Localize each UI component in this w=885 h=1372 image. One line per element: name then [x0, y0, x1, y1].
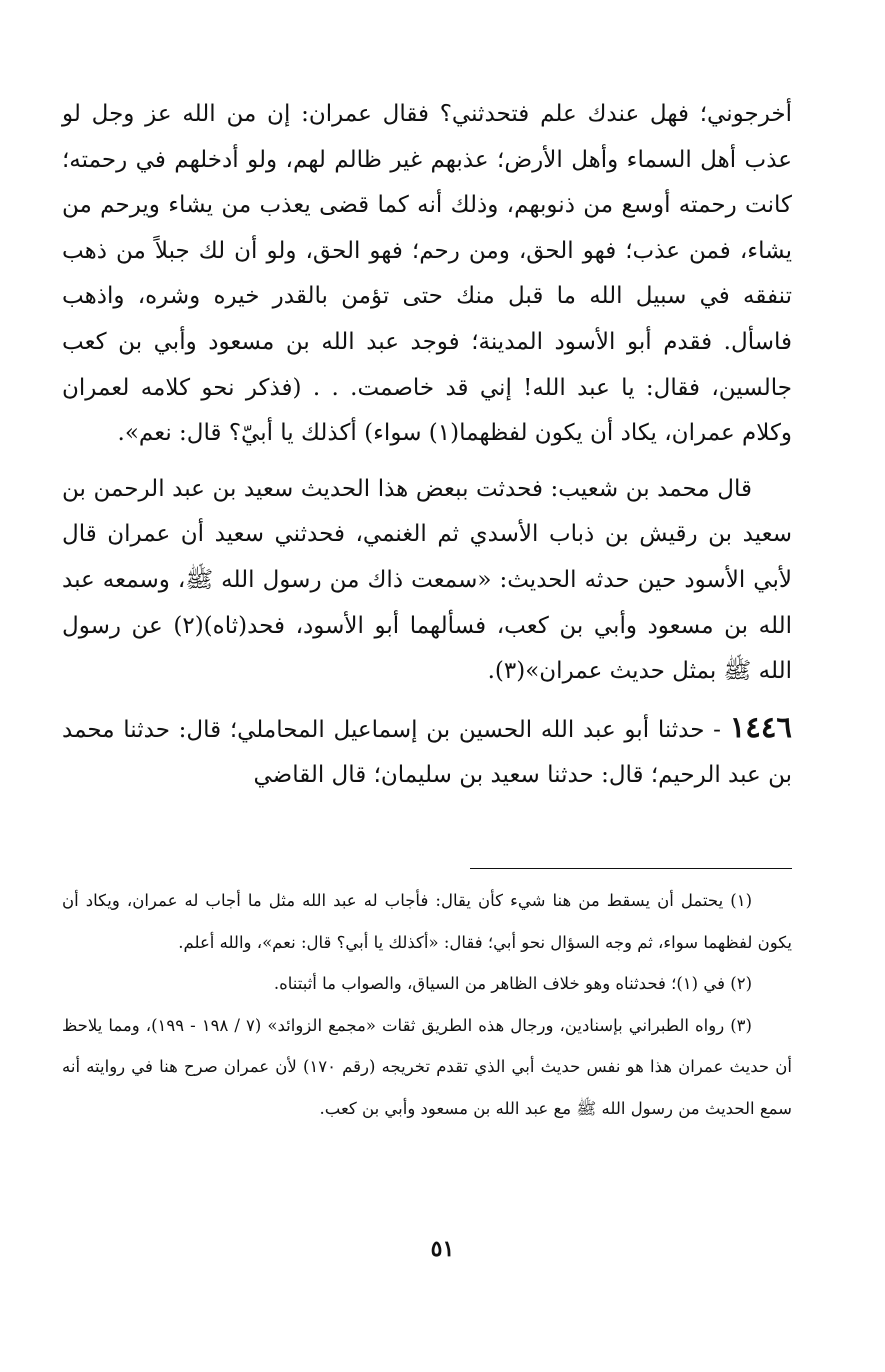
footnotes-section: [62, 880, 792, 1129]
footnote-2: (٢) في (١)؛ فحدثناه وهو خلاف الظاهر من السياق، والصواب ما أثبتناه.: [273, 974, 752, 993]
page-number: ٥١: [430, 1236, 455, 1262]
footnote-separator: [470, 868, 792, 869]
hadith-text: - حدثنا أبو عبد الله الحسين بن إسماعيل المحاملي؛ قال: حدثنا محمد بن عبد الرحيم؛ قال: حدثنا سعيد بن سليمان؛ قال القاضي: [62, 716, 792, 789]
footnote-3: (٣) رواه الطبراني بإسنادين، ورجال هذه الطريق ثقات «مجمع الزوائد» (٧ / ١٩٨ - ١٩٩)، ومما يلاحظ أن حديث عمران هذا هو نفس حديث أبي الذي تقدم تخريجه (رقم ١٧٠) لأن عمران صرح هنا في روايته أنه سمع الحديث من رسول الله ﷺ مع عبد الله بن مسعود وأبي بن كعب.: [62, 1015, 792, 1118]
body-paragraph: أخرجوني؛ فهل عندك علم فتحدثني؟ فقال عمران: إن من الله عز وجل لو عذب أهل السماء وأهل الأرض؛ عذبهم غير ظالم لهم، ولو أدخلهم في رحمته؛ كانت رحمته أوسع من ذنوبهم، وذلك أنه كما قضى يعذب من يشاء ويرحم من يشاء، فمن عذب؛ فهو الحق، ومن رحم؛ فهو الحق، ولو أن لك جبلاً من ذهب تنفقه في سبيل الله ما قبل منك حتى تؤمن بالقدر خيره وشره، واذهب فاسأل. فقدم أبو الأسود المدينة؛ فوجد عبد الله بن مسعود وأبي بن كعب جالسين، فقال: يا عبد الله! إني قد خاصمت. . . (فذكر نحو كلامه لعمران وكلام عمران، يكاد أن يكون لفظهما(١) سواء) أكذلك يا أبيّ؟ قال: نعم».: [62, 101, 792, 447]
hadith-paragraph: [62, 705, 792, 799]
body-paragraph: قال محمد بن شعيب: فحدثت ببعض هذا الحديث سعيد بن عبد الرحمن بن سعيد بن رقيش بن ذباب الأسدي ثم الغنمي، فحدثني سعيد أن عمران قال لأبي الأسود حين حدثه الحديث: «سمعت ذاك من رسول الله ﷺ، وسمعه عبد الله بن مسعود وأبي بن كعب، فسألهما أبو الأسود، فحد(ثاه)(٢) عن رسول الله ﷺ بمثل حديث عمران»(٣).: [62, 475, 792, 685]
footnote-1: (١) يحتمل أن يسقط من هنا شيء كأن يقال: فأجاب له عبد الله مثل ما أجاب له عمران، ويكاد أن يكون لفظهما سواء، ثم وجه السؤال نحو أبي؛ فقال: «أكذلك يا أبي؟ قال: نعم»، والله أعلم.: [62, 891, 792, 952]
main-text-block: [62, 92, 792, 799]
hadith-number: ١٤٤٦: [729, 709, 792, 744]
